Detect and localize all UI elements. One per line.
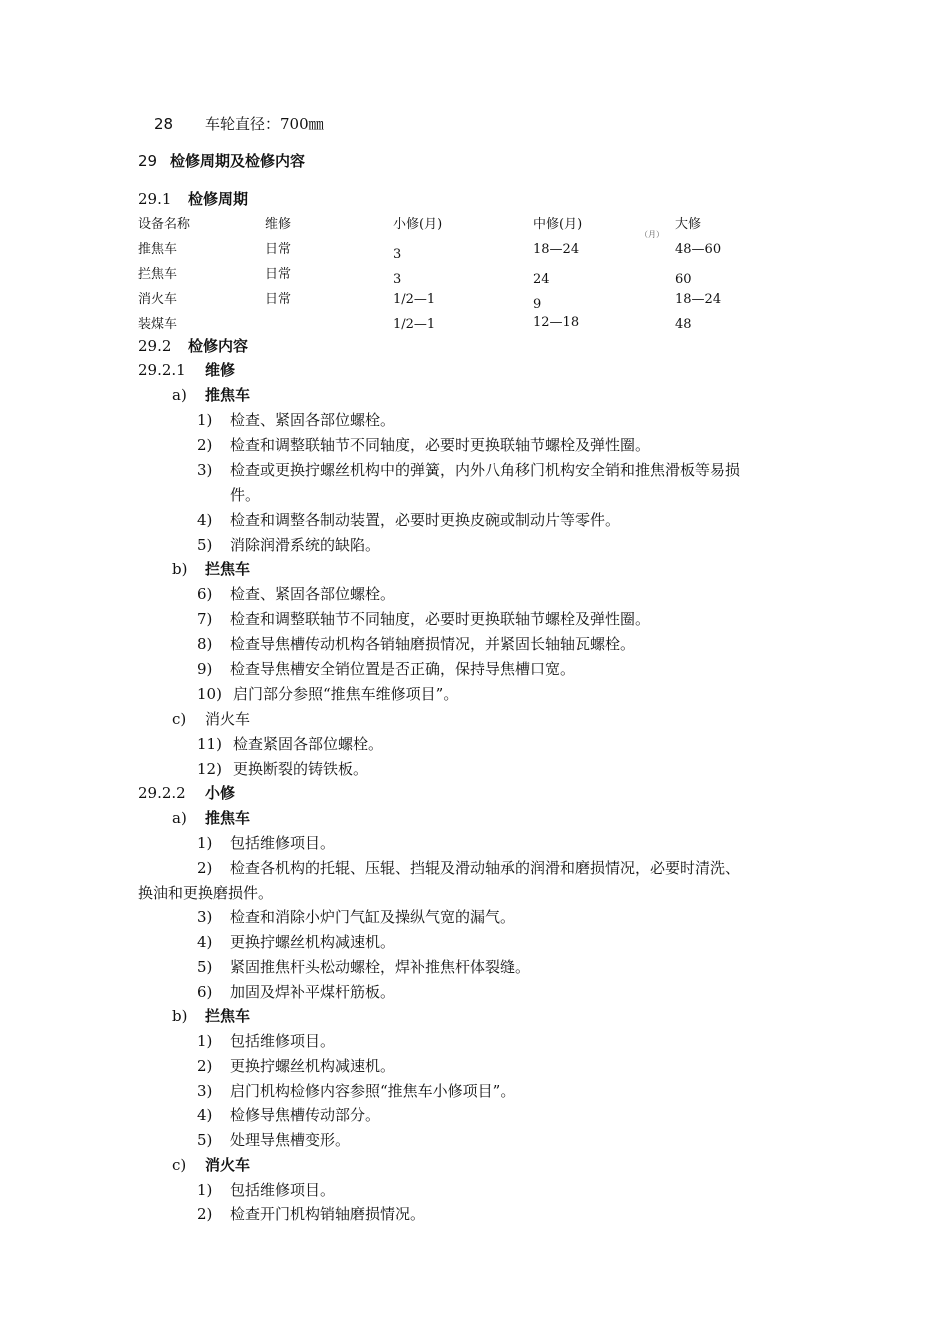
item-number: 12) <box>197 760 222 778</box>
section-29-2-1-number: 29.2.1 <box>138 361 186 379</box>
subsection-label: c) <box>172 1156 187 1174</box>
heading-28-text: 车轮直径：700㎜ <box>205 115 324 133</box>
item-text: 检查和调整各制动装置，必要时更换皮碗或制动片等零件。 <box>230 511 621 529</box>
table-header-overhaul: 大修 <box>675 217 702 232</box>
table-cell: 18—24 <box>675 292 722 307</box>
item-number: 1) <box>197 1181 213 1199</box>
table-cell: 48—60 <box>675 242 722 257</box>
item-number: 3) <box>197 1082 213 1100</box>
item-number: 1) <box>197 1032 213 1050</box>
item-text: 紧固推焦杆头松动螺栓，焊补推焦杆体裂缝。 <box>230 958 531 976</box>
subsection-label: a) <box>172 809 187 827</box>
item-text: 更换拧螺丝机构减速机。 <box>230 1057 396 1075</box>
table-cell: 1/2—1 <box>393 292 436 307</box>
item-text: 启门机构检修内容参照“推焦车小修项目”。 <box>230 1082 516 1100</box>
item-text: 检查导焦槽传动机构各销轴磨损情况，并紧固长轴轴瓦螺栓。 <box>230 635 636 653</box>
subsection-title: 消火车 <box>205 710 251 728</box>
subsection-title: 推焦车 <box>205 386 251 404</box>
table-cell: 9 <box>533 297 542 312</box>
table-cell: 3 <box>393 272 402 287</box>
subsection-title: 拦焦车 <box>205 1007 251 1025</box>
section-29-2-2-number: 29.2.2 <box>138 784 186 802</box>
item-number: 2) <box>197 436 213 454</box>
table-cell: 日常 <box>265 242 292 257</box>
section-29-2-2-title: 小修 <box>205 784 236 802</box>
subsection-title: 拦焦车 <box>205 560 251 578</box>
section-29-2-number: 29.2 <box>138 337 172 355</box>
subsection-title: 推焦车 <box>205 809 251 827</box>
item-number: 4) <box>197 1106 213 1124</box>
item-number: 5) <box>197 1131 213 1149</box>
item-number: 1) <box>197 834 213 852</box>
item-number: 11) <box>197 735 222 753</box>
item-text: 检查或更换拧螺丝机构中的弹簧，内外八角移门机构安全销和推焦滑板等易损 <box>230 461 741 479</box>
item-text: 检查、紧固各部位螺栓。 <box>230 585 396 603</box>
subsection-label: b) <box>172 560 188 578</box>
table-unit-note: （月） <box>640 230 664 239</box>
item-text: 包括维修项目。 <box>230 834 336 852</box>
table-cell: 日常 <box>265 292 292 307</box>
table-header-device: 设备名称 <box>138 217 191 232</box>
table-cell: 18—24 <box>533 242 580 257</box>
item-text: 检查和调整联轴节不同轴度，必要时更换联轴节螺栓及弹性圈。 <box>230 610 651 628</box>
item-number: 4) <box>197 511 213 529</box>
table-cell: 装煤车 <box>138 317 178 332</box>
subsection-label: c) <box>172 710 187 728</box>
item-text: 检查开门机构销轴磨损情况。 <box>230 1205 426 1223</box>
item-number: 2) <box>197 1057 213 1075</box>
item-text: 更换断裂的铸铁板。 <box>233 760 369 778</box>
table-header-maintenance: 维修 <box>265 217 292 232</box>
item-number: 10) <box>197 685 222 703</box>
item-number: 2) <box>197 859 213 877</box>
item-text: 加固及焊补平煤杆筋板。 <box>230 983 396 1001</box>
table-header-medium-repair: 中修(月) <box>533 217 583 232</box>
table-cell: 3 <box>393 247 402 262</box>
section-29-2-1-title: 维修 <box>205 361 236 379</box>
item-number: 3) <box>197 908 213 926</box>
heading-29-number: 29 <box>138 152 158 170</box>
table-cell: 24 <box>533 272 550 287</box>
item-number: 5) <box>197 958 213 976</box>
item-text: 包括维修项目。 <box>230 1181 336 1199</box>
table-cell: 1/2—1 <box>393 317 436 332</box>
item-text: 检查和消除小炉门气缸及操纵气宽的漏气。 <box>230 908 516 926</box>
item-text: 检查紧固各部位螺栓。 <box>233 735 384 753</box>
section-29-1-title: 检修周期 <box>188 190 249 208</box>
section-29-1-number: 29.1 <box>138 190 172 208</box>
item-number: 6) <box>197 983 213 1001</box>
item-text-continued: 件。 <box>230 486 261 504</box>
item-text: 检查导焦槽安全销位置是否正确，保持导焦槽口宽。 <box>230 660 576 678</box>
item-number: 9) <box>197 660 213 678</box>
item-text-continued: 换油和更换磨损件。 <box>138 884 274 902</box>
item-number: 2) <box>197 1205 213 1223</box>
table-header-minor-repair: 小修(月) <box>393 217 443 232</box>
item-number: 1) <box>197 411 213 429</box>
item-text: 处理导焦槽变形。 <box>230 1131 351 1149</box>
table-cell: 60 <box>675 272 692 287</box>
item-text: 检修导焦槽传动部分。 <box>230 1106 381 1124</box>
item-text: 检查和调整联轴节不同轴度，必要时更换联轴节螺栓及弹性圈。 <box>230 436 651 454</box>
item-text: 包括维修项目。 <box>230 1032 336 1050</box>
subsection-label: a) <box>172 386 187 404</box>
table-cell: 日常 <box>265 267 292 282</box>
section-29-2-title: 检修内容 <box>188 337 249 355</box>
table-cell: 12—18 <box>533 315 580 330</box>
item-number: 5) <box>197 536 213 554</box>
item-text: 检查各机构的托辊、压辊、挡辊及滑动轴承的润滑和磨损情况，必要时清洗、 <box>230 859 741 877</box>
table-cell: 48 <box>675 317 692 332</box>
heading-28-number: 28 <box>154 115 174 133</box>
item-text: 检查、紧固各部位螺栓。 <box>230 411 396 429</box>
subsection-label: b) <box>172 1007 188 1025</box>
subsection-title: 消火车 <box>205 1156 251 1174</box>
table-cell: 拦焦车 <box>138 267 178 282</box>
item-number: 8) <box>197 635 213 653</box>
table-cell: 消火车 <box>138 292 178 307</box>
item-number: 3) <box>197 461 213 479</box>
item-text: 更换拧螺丝机构减速机。 <box>230 933 396 951</box>
item-number: 4) <box>197 933 213 951</box>
item-number: 7) <box>197 610 213 628</box>
table-cell: 推焦车 <box>138 242 178 257</box>
item-text: 启门部分参照“推焦车维修项目”。 <box>233 685 459 703</box>
item-text: 消除润滑系统的缺陷。 <box>230 536 381 554</box>
item-number: 6) <box>197 585 213 603</box>
heading-29-title: 检修周期及检修内容 <box>170 152 306 170</box>
